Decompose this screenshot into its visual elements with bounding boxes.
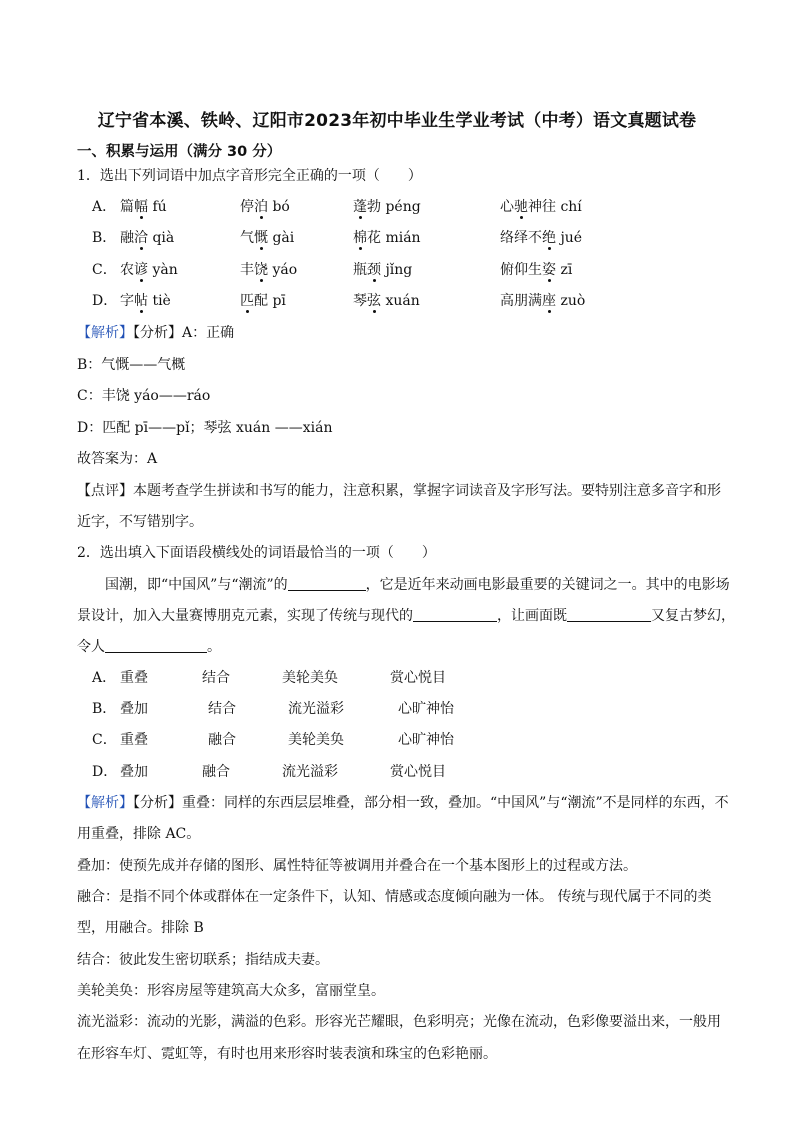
q2-analysis-l2: 用重叠，排除 AC。 — [77, 826, 201, 842]
dotted-char: 谚 — [134, 262, 148, 278]
q1-analysis-c: C：丰饶 yáo——ráo — [77, 388, 211, 404]
option-item: 棉花 mián — [353, 230, 421, 246]
option-word: 融合 — [208, 732, 236, 748]
dotted-char: 饶 — [254, 262, 268, 278]
dotted-char: 幅 — [134, 199, 148, 215]
option-label: B． — [92, 230, 117, 246]
option-word: 重叠 — [120, 732, 148, 748]
passage-text: 国潮，即“中国风”与“潮流”的 — [105, 577, 288, 593]
option-item: 字帖 tiè — [120, 293, 171, 309]
dotted-char: 座 — [542, 293, 556, 309]
option-word: 结合 — [202, 670, 230, 686]
q1-comment-line — [77, 480, 721, 500]
option-word: 叠加 — [120, 764, 148, 780]
option-word: 流光溢彩 — [288, 701, 344, 717]
dotted-char: 蓬 — [353, 199, 367, 215]
dotted-char: 颈 — [367, 262, 381, 278]
passage-text: 。 — [207, 639, 221, 655]
option-word: 叠加 — [120, 701, 148, 717]
passage-text: ，它是近年来动画电影最重要的关键词之一。其中的电影场 — [365, 577, 730, 593]
q1-answer: 故答案为：A — [77, 451, 158, 467]
option-word: 融合 — [202, 764, 230, 780]
option-item: 气慨 gài — [240, 230, 295, 246]
option-item: 融洽 qià — [120, 230, 175, 246]
option-word: 心旷神怡 — [398, 732, 454, 748]
q2-passage-line-2 — [77, 605, 735, 625]
option-item: 匹配 pī — [240, 293, 286, 309]
option-item: 心驰神往 chí — [500, 199, 582, 215]
q2-passage-line-3 — [77, 636, 221, 656]
dotted-char: 绝 — [542, 230, 556, 246]
option-item: 络绎不绝 jué — [500, 230, 583, 246]
q2-analysis-l9: 在形容车灯、霓虹等，有时也用来形容时装表演和珠宝的色彩艳丽。 — [77, 1046, 497, 1062]
fill-blank-4[interactable] — [105, 638, 207, 653]
q2-analysis-line — [77, 792, 729, 812]
dotted-char: 洽 — [134, 230, 148, 246]
q2-analysis-l4: 融合：是指不同个体或群体在一定条件下，认知、情感或态度倾向融为一体。 传统与现代属于不同的类 — [77, 889, 712, 905]
option-word: 美轮美奂 — [282, 670, 338, 686]
option-word: 美轮美奂 — [288, 732, 344, 748]
dotted-char: 驰 — [514, 199, 528, 215]
option-label: B． — [92, 701, 117, 717]
analysis-tag: 【解析】 — [77, 795, 133, 811]
option-word: 心旷神怡 — [398, 701, 454, 717]
option-item: 琴弦 xuán — [353, 293, 420, 309]
option-item: 篇幅 fú — [120, 199, 167, 215]
option-item: 停泊 bó — [240, 199, 290, 215]
analysis-tag: 【解析】 — [77, 325, 133, 341]
page-title: 辽宁省本溪、铁岭、辽阳市2023年初中毕业生学业考试（中考）语文真题试卷 — [97, 111, 697, 131]
dotted-char: 帖 — [134, 293, 148, 309]
fill-blank-1[interactable] — [288, 576, 366, 591]
dotted-char: 慨 — [254, 230, 268, 246]
option-word: 赏心悦目 — [390, 670, 446, 686]
comment-text: 本题考查学生拼读和书写的能力，注意积累，掌握字词读音及字形写法。要特别注意多音字和形 — [133, 483, 721, 499]
fill-blank-2[interactable] — [413, 607, 497, 622]
analysis-text: 【分析】A：正确 — [133, 325, 235, 341]
fill-blank-3[interactable] — [567, 607, 651, 622]
option-item: 瓶颈 jǐng — [353, 262, 413, 278]
dotted-char: 姿 — [542, 262, 556, 278]
option-label: D． — [92, 764, 118, 780]
option-item: 高朋满座 zuò — [500, 293, 586, 309]
q1-analysis-d: D：匹配 pī——pǐ；琴弦 xuán ——xián — [77, 420, 333, 436]
option-item: 俯仰生姿 zī — [500, 262, 573, 278]
option-item: 丰饶 yáo — [240, 262, 298, 278]
option-word: 重叠 — [120, 670, 148, 686]
passage-text: 景设计，加入大量赛博朋克元素，实现了传统与现代的 — [77, 608, 413, 624]
option-label: A． — [92, 670, 117, 686]
passage-text: ，让画面既 — [497, 608, 567, 624]
passage-text: 令人 — [77, 639, 105, 655]
dotted-char: 匹 — [240, 293, 254, 309]
option-item: 农谚 yàn — [120, 262, 178, 278]
analysis-text: 重叠：同样的东西层层堆叠，部分相一致，叠加。“中国风”与“潮流”不是同样的东西，不 — [182, 795, 729, 811]
option-label: A． — [92, 199, 117, 215]
dotted-char: 泊 — [254, 199, 268, 215]
option-label: C． — [92, 262, 117, 278]
q1-stem: 1．选出下列词语中加点字音形完全正确的一项（ ） — [77, 168, 422, 184]
option-word: 赏心悦目 — [390, 764, 446, 780]
q2-analysis-l5: 型，用融合。排除 B — [77, 920, 204, 936]
passage-text: 又复古梦幻， — [651, 608, 735, 624]
option-word: 结合 — [208, 701, 236, 717]
option-label: D． — [92, 293, 118, 309]
q2-stem: 2．选出填入下面语段横线处的词语最恰当的一项（ ） — [77, 545, 436, 561]
option-word: 流光溢彩 — [282, 764, 338, 780]
q1-comment-cont: 近字，不写错别字。 — [77, 514, 203, 530]
q2-analysis-l8: 流光溢彩：流动的光影，满溢的色彩。形容光芒耀眼，色彩明亮；光像在流动，色彩像要溢出来，一般用 — [77, 1014, 721, 1030]
q1-analysis-line — [77, 322, 234, 342]
q2-analysis-l3: 叠加：使预先成并存储的图形、属性特征等被调用并叠合在一个基本图形上的过程或方法。 — [77, 858, 637, 874]
q1-analysis-b: B：气慨——气概 — [77, 357, 186, 373]
comment-tag: 【点评】 — [77, 483, 133, 499]
q2-analysis-l7: 美轮美奂：形容房屋等建筑高大众多，富丽堂皇。 — [77, 983, 385, 999]
option-item: 蓬勃 péng — [353, 199, 421, 215]
analysis-tag-2: 【分析】 — [133, 795, 182, 811]
section-heading: 一、积累与运用（满分 30 分） — [77, 144, 282, 160]
q2-passage-line-1 — [105, 574, 730, 594]
option-label: C． — [92, 732, 117, 748]
dotted-char: 弦 — [367, 293, 381, 309]
q2-analysis-l6: 结合：彼此发生密切联系；指结成夫妻。 — [77, 952, 329, 968]
dotted-char: 棉 — [353, 230, 367, 246]
